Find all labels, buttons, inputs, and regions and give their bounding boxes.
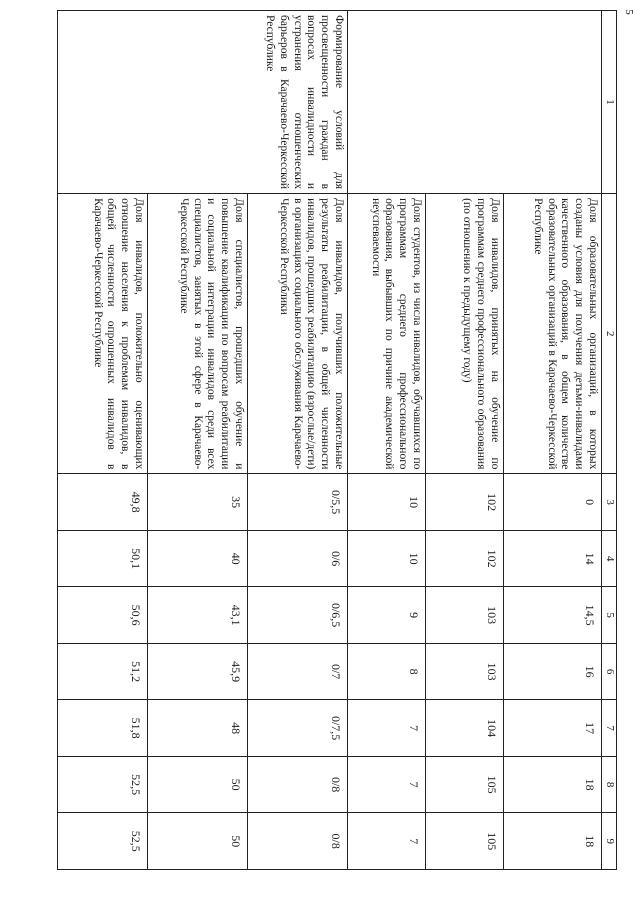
value-cell: 48 xyxy=(148,700,248,757)
value-cell: 9 xyxy=(348,587,426,644)
value-cell: 103 xyxy=(426,643,504,700)
rotated-sheet xyxy=(57,10,617,870)
value-cell: 103 xyxy=(426,587,504,644)
value-cell: 105 xyxy=(426,813,504,870)
value-cell: 0/6 xyxy=(248,530,348,587)
header-row xyxy=(602,11,617,870)
indicator-cell: Доля инвалидов, получивших положительные результаты реабилитации, в общей численности инвалидов, прошедших реабилитацию (взрослые/дети) в организациях социального обслуживания Карачаево-Черкесской Республики xyxy=(248,194,348,474)
value-cell: 50,6 xyxy=(58,587,148,644)
header-cell: 5 xyxy=(602,587,617,644)
value-cell: 18 xyxy=(504,756,602,813)
indicator-cell: Доля инвалидов, положительно оценивающих отношение населения к проблемам инвалидов, в общей численности опрошенных инвалидов в Карачаево-Черкесской Республике xyxy=(58,194,148,474)
value-cell: 50 xyxy=(148,813,248,870)
table-row xyxy=(504,11,602,870)
header-cell: 3 xyxy=(602,474,617,531)
value-cell: 0/7,5 xyxy=(248,700,348,757)
value-cell: 51,8 xyxy=(58,700,148,757)
header-cell: 1 xyxy=(602,11,617,194)
value-cell: 35 xyxy=(148,474,248,531)
value-cell: 52,5 xyxy=(58,756,148,813)
value-cell: 50 xyxy=(148,756,248,813)
value-cell: 14,5 xyxy=(504,587,602,644)
value-cell: 0/7 xyxy=(248,643,348,700)
value-cell: 7 xyxy=(348,756,426,813)
value-cell: 0/8 xyxy=(248,756,348,813)
indicator-cell: Доля студентов, из числа инвалидов, обучавшихся по программам среднего профессионального образования, выбывших по причине академической неуспеваемости xyxy=(348,194,426,474)
value-cell: 105 xyxy=(426,756,504,813)
value-cell: 102 xyxy=(426,530,504,587)
indicators-table xyxy=(57,10,617,870)
value-cell: 43,1 xyxy=(148,587,248,644)
header-cell: 2 xyxy=(602,194,617,474)
value-cell: 14 xyxy=(504,530,602,587)
value-cell: 102 xyxy=(426,474,504,531)
value-cell: 0/8 xyxy=(248,813,348,870)
value-cell: 50,1 xyxy=(58,530,148,587)
indicator-cell: Доля инвалидов, принятых на обучение по программам среднего профессионального образования (по отношению к предыдущему году) xyxy=(426,194,504,474)
header-cell: 4 xyxy=(602,530,617,587)
value-cell: 104 xyxy=(426,700,504,757)
group-cell-empty xyxy=(348,11,602,194)
value-cell: 18 xyxy=(504,813,602,870)
value-cell: 17 xyxy=(504,700,602,757)
value-cell: 49,8 xyxy=(58,474,148,531)
value-cell: 0/6,5 xyxy=(248,587,348,644)
value-cell: 7 xyxy=(348,700,426,757)
value-cell: 7 xyxy=(348,813,426,870)
header-cell: 8 xyxy=(602,756,617,813)
value-cell: 0 xyxy=(504,474,602,531)
value-cell: 0/5,5 xyxy=(248,474,348,531)
value-cell: 51,2 xyxy=(58,643,148,700)
value-cell: 10 xyxy=(348,530,426,587)
indicator-cell: Доля образовательных организаций, в которых созданы условия для получения детьми-инвалидами качественного образования, в общем количестве образовательных организаций в Карачаево-Черкесской Республике xyxy=(504,194,602,474)
value-cell: 52,5 xyxy=(58,813,148,870)
page-number: 5 xyxy=(623,9,635,15)
value-cell: 10 xyxy=(348,474,426,531)
value-cell: 16 xyxy=(504,643,602,700)
indicator-cell: Доля специалистов, прошедших обучение и повышение квалификации по вопросам реабилитации и социальной интеграции инвалидов среди всех специалистов, занятых в этой сфере в Карачаево-Черкесской Республике xyxy=(148,194,248,474)
value-cell: 8 xyxy=(348,643,426,700)
table-row xyxy=(248,11,348,870)
group-label-cell: Формирование условий для просвещенности граждан в вопросах инвалидности и устранения отношенческих барьеров в Карачаево-Черкесской Республике xyxy=(58,11,348,194)
header-cell: 6 xyxy=(602,643,617,700)
header-cell: 7 xyxy=(602,700,617,757)
value-cell: 45,9 xyxy=(148,643,248,700)
value-cell: 40 xyxy=(148,530,248,587)
header-cell: 9 xyxy=(602,813,617,870)
